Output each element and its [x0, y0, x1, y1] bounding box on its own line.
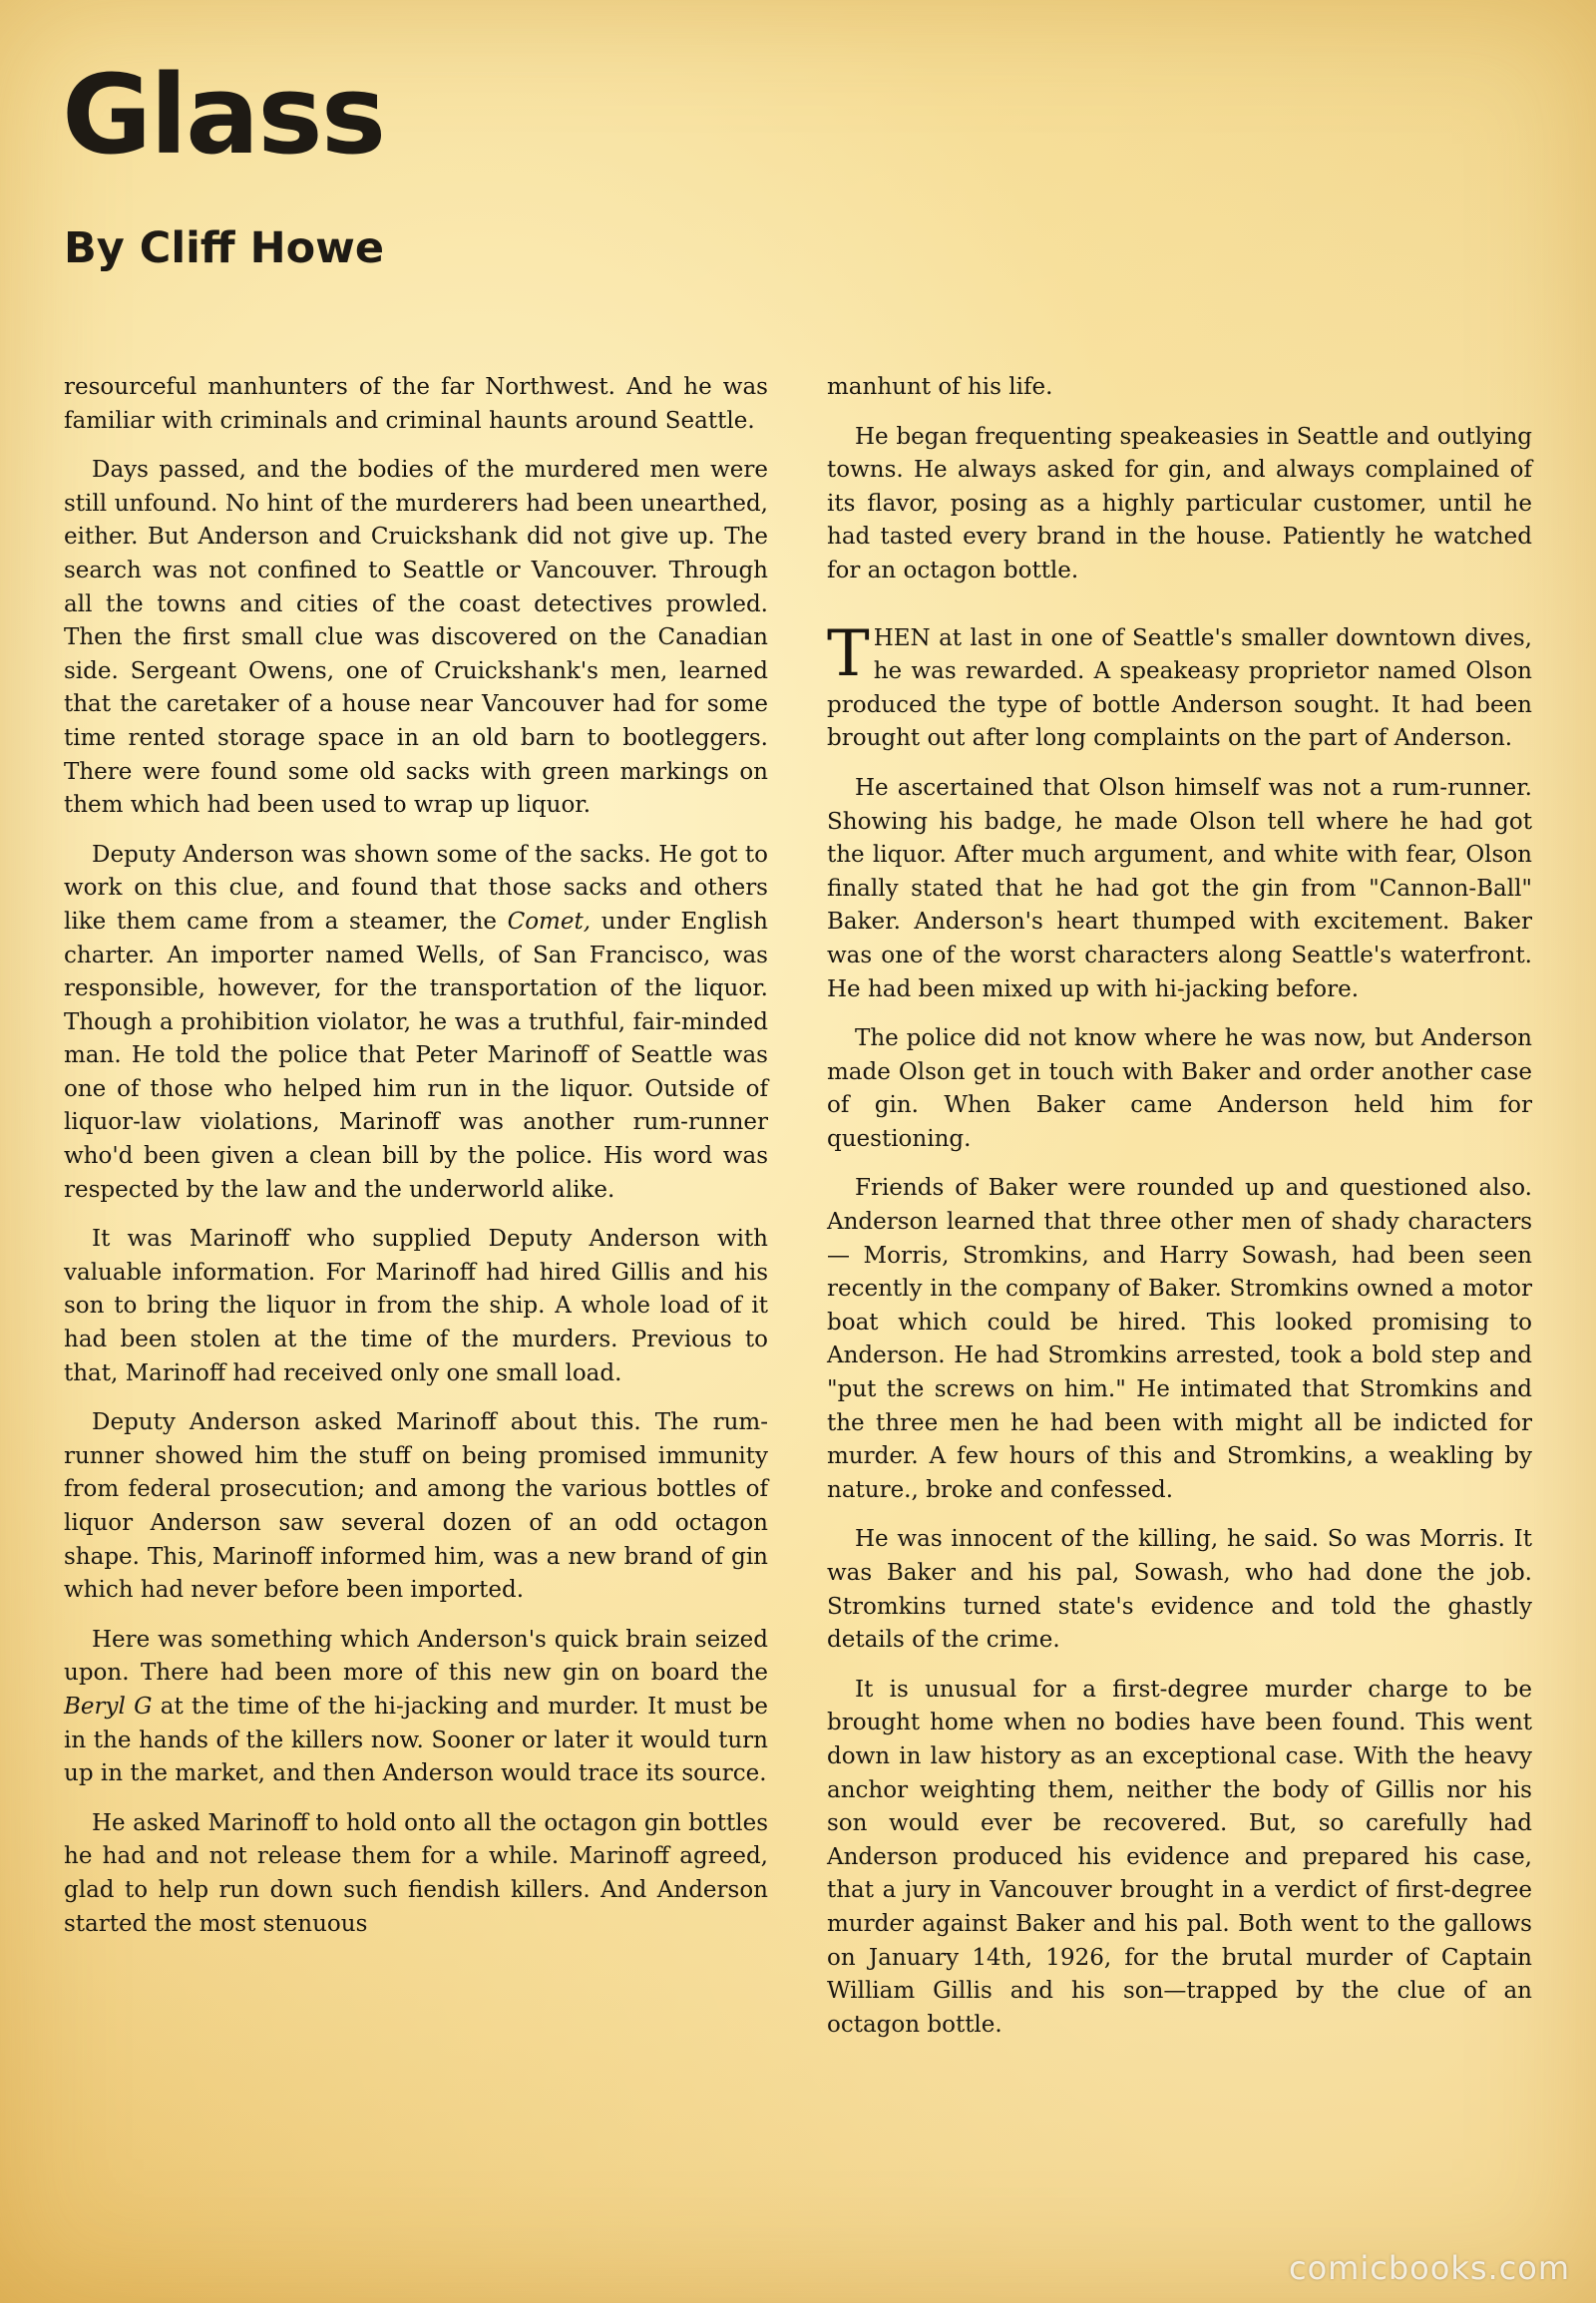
right-column: [827, 371, 1532, 2058]
paragraph: Friends of Baker were rounded up and questioned also. Anderson learned that three other men of shady characters — Morris, Stromkins, and Harry Sowash, had been seen recently in the company of Baker. Stromkins owned a motor boat which could be hired. This looked promising to Anderson. He had Stromkins arrested, took a bold step and "put the screws on him." He intimated that Stromkins and the three men he had been with might all be indicted for murder. A few hours of this and Stromkins, a weakling by nature., broke and confessed.: [827, 1175, 1532, 1503]
paragraph: He ascertained that Olson himself was not a rum-runner. Showing his badge, he made Olson tell where he had got the liquor. After much argument, and white with fear, Olson finally stated that he had got the gin from "Cannon-Ball" Baker. Anderson's heart thumped with excitement. Baker was one of the worst characters along Seattle's waterfront. He had been mixed up with hi-jacking before.: [827, 774, 1532, 1002]
left-column: [64, 371, 768, 1957]
site-watermark: comicbooks.com: [1288, 2249, 1570, 2287]
paragraph-text: at the time of the hi-jacking and murder. It must be in the hands of the killers now. Sooner or later it would turn up in the market, and then Anderson would trace its source.: [64, 1693, 768, 1787]
article-byline: By Cliff Howe: [64, 223, 385, 273]
paragraph: He began frequenting speakeasies in Seattle and outlying towns. He always asked for gin, and always complained of its flavor, posing as a highly particular customer, until he had tasted every brand in the house. Patiently he watched for an octagon bottle.: [827, 423, 1532, 583]
paragraph: resourceful manhunters of the far Northwest. And he was familiar with criminals and criminal haunts around Seattle.: [64, 374, 768, 434]
paragraph-text: Here was something which Anderson's quick brain seized upon. There had been more of this new gin on board the: [64, 1626, 768, 1687]
paragraph: The police did not know where he was now, but Anderson made Olson get in touch with Baker and order another case of gin. When Baker came Anderson held him for questioning.: [827, 1025, 1532, 1152]
paragraph-text: Deputy Anderson was shown some of the sacks. He got to work on this clue, and found that those sacks and others like them came from a steamer, the: [64, 841, 768, 935]
ship-name: Comet,: [507, 908, 592, 935]
ship-name: Beryl G: [64, 1693, 153, 1720]
paragraph: Deputy Anderson asked Marinoff about this. The rum-runner showed him the stuff on being promised immunity from federal prosecution; and among the various bottles of liquor Anderson saw several dozen of an odd octagon shape. This, Marinoff informed him, was a new brand of gin which had never before been imported.: [64, 1409, 768, 1604]
paragraph: [64, 1624, 768, 1791]
paragraph-with-dropcap: [827, 616, 1532, 756]
paragraph: manhunt of his life.: [827, 374, 1053, 400]
paragraph: [64, 839, 768, 1208]
paragraph: It was Marinoff who supplied Deputy Anderson with valuable information. For Marinoff had hired Gillis and his son to bring the liquor in from the ship. A whole load of it had been stolen at the time of the murders. Previous to that, Marinoff had received only one small load.: [64, 1226, 768, 1386]
paragraph: It is unusual for a first-degree murder charge to be brought home when no bodies have been found. This went down in law history as an exceptional case. With the heavy anchor weighting them, neither the body of Gillis nor his son would ever be recovered. But, so carefully had Anderson produced his evidence and prepared his case, that a jury in Vancouver brought in a verdict of first-degree murder against Baker and his pal. Both went to the gallows on January 14th, 1926, for the brutal murder of Captain William Gillis and his son—trapped by the clue of an octagon bottle.: [827, 1676, 1532, 2038]
paragraph: Days passed, and the bodies of the murdered men were still unfound. No hint of the murderers had been unearthed, either. But Anderson and Cruickshank did not give up. The search was not confined to Seattle or Vancouver. Through all the towns and cities of the coast detectives prowled. Then the first small clue was discovered on the Canadian side. Sergeant Owens, one of Cruickshank's men, learned that the caretaker of a house near Vancouver had for some time rented storage space in an old barn to bootleggers. There were found some old sacks with green markings on them which had been used to wrap up liquor.: [64, 457, 768, 819]
paragraph-text: under English charter. An importer named Wells, of San Francisco, was responsible, however, for the transportation of the liquor. Though a prohibition violator, he was a truthful, fair-minded man. He told the police that Peter Marinoff of Seattle was one of those who helped him run in the liquor. Outside of liquor-law violations, Marinoff was another rum-runner who'd been given a clean bill by the police. His word was respected by the law and the underworld alike.: [64, 908, 768, 1203]
article-title: Glass: [62, 51, 385, 179]
drop-cap: T: [827, 616, 870, 691]
paragraph-text: HEN at last in one of Seattle's smaller downtown dives, he was rewarded. A speakeasy proprietor named Olson produced the type of bottle Anderson sought. It had been brought out after long complaints on the part of Anderson.: [827, 624, 1532, 752]
paragraph: He asked Marinoff to hold onto all the octagon gin bottles he had and not release them for a while. Marinoff agreed, glad to help run down such fiendish killers. And Anderson started the most stenuous: [64, 1809, 768, 1937]
paragraph: He was innocent of the killing, he said. So was Morris. It was Baker and his pal, Sowash, who had done the job. Stromkins turned state's evidence and told the ghastly details of the crime.: [827, 1526, 1532, 1654]
